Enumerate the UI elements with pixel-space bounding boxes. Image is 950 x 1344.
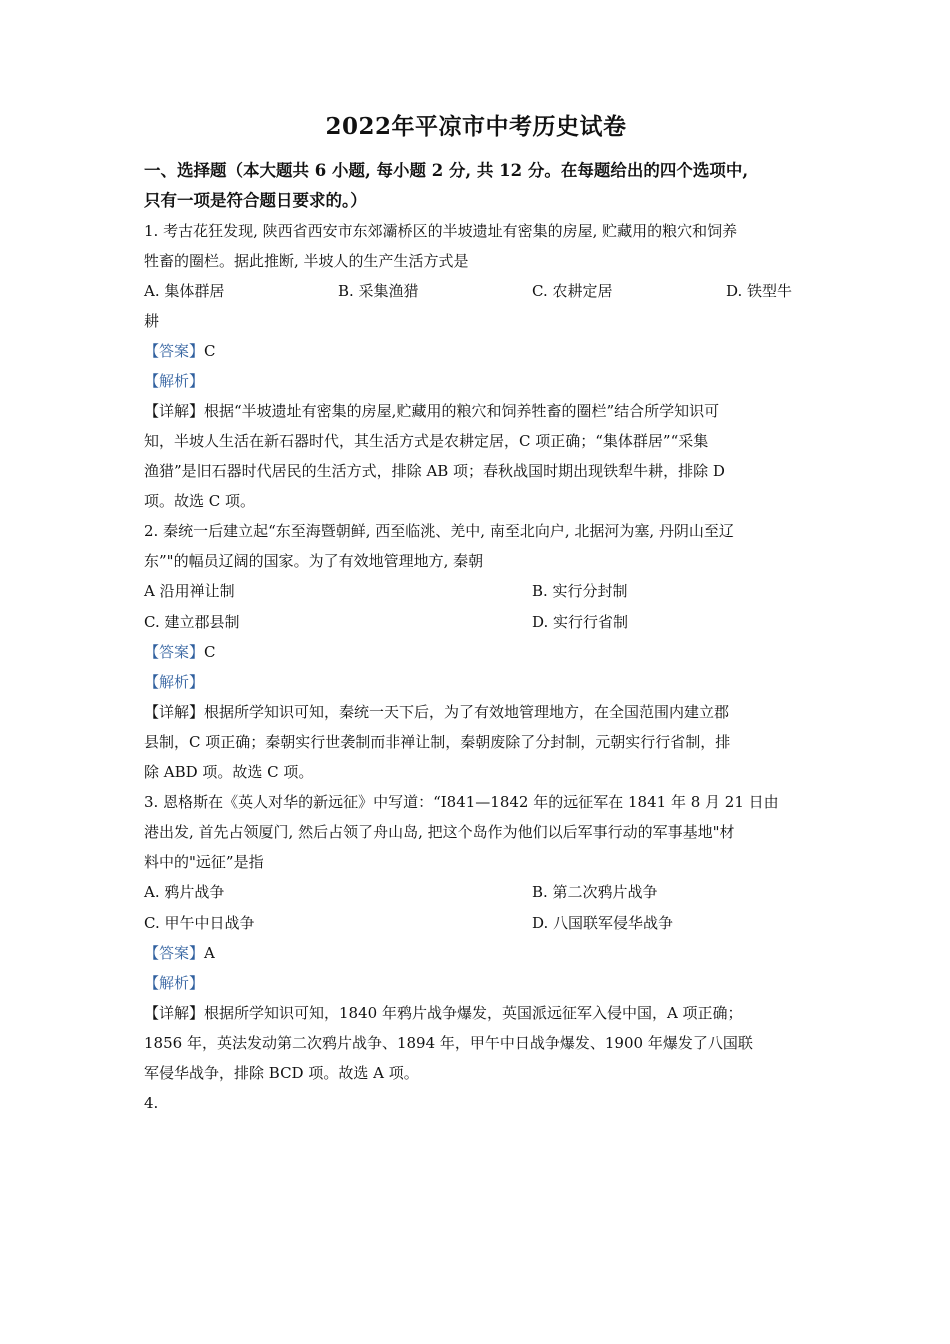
detail-line <box>144 998 808 1028</box>
answer-line <box>144 336 808 366</box>
analysis-line <box>144 968 808 998</box>
analysis-line <box>144 366 808 396</box>
answer-label: 【答案】 <box>144 643 205 661</box>
option-a: A. 集体群居 <box>144 282 225 300</box>
answer-value: C <box>204 342 216 360</box>
options-row <box>144 908 808 939</box>
detail-line: 项。故选 C 项。 <box>144 492 256 510</box>
option-a: A 沿用禅让制 <box>144 582 235 600</box>
detail-line: 知，半坡人生活在新石器时代，其生活方式是农耕定居，C 项正确；“集体群居”“采集 <box>144 432 709 450</box>
option-b: B. 实行分封制 <box>532 582 628 600</box>
question-4 <box>144 1088 808 1118</box>
detail-label: 【详解】 <box>144 1004 205 1022</box>
options-row <box>144 576 808 607</box>
answer-value: A <box>204 944 215 962</box>
option-b: B. 采集渔猎 <box>338 282 419 300</box>
question-3 <box>144 787 808 1088</box>
detail-text: 根据所学知识可知，秦统一天下后，为了有效地管理地方，在全国范围内建立郡 <box>204 703 730 721</box>
detail-label: 【详解】 <box>144 703 205 721</box>
answer-label: 【答案】 <box>144 944 205 962</box>
question-stem-line: 2. 秦统一后建立起“东至海暨朝鲜, 西至临洮、羌中, 南至北向户, 北据河为塞, 丹阴山至辽 <box>144 522 734 540</box>
analysis-line <box>144 667 808 697</box>
options-row <box>144 607 808 638</box>
detail-line: 除 ABD 项。故选 C 项。 <box>144 763 314 781</box>
detail-text: 根据“半坡遗址有密集的房屋,贮藏用的粮穴和饲养牲畜的圈栏”结合所学知识可 <box>204 402 720 420</box>
analysis-label: 【解析】 <box>144 673 205 691</box>
detail-line: 县制，C 项正确；秦朝实行世袭制而非禅让制，秦朝废除了分封制，元朝实行行省制，排 <box>144 733 731 751</box>
detail-line <box>144 697 808 727</box>
section-heading: 一、选择题（本大题共 6 小题, 每小题 2 分, 共 12 分。在每题给出的四个选项中, <box>144 161 749 180</box>
question-stem-line: 3. 恩格斯在《英人对华的新远征》中写道：“I841—1842 年的远征军在 1841 年 8 月 21 日由 <box>144 793 779 811</box>
answer-line <box>144 938 808 968</box>
detail-line: 军侵华战争，排除 BCD 项。故选 A 项。 <box>144 1064 419 1082</box>
option-a: A. 鸦片战争 <box>144 883 225 901</box>
analysis-label: 【解析】 <box>144 372 205 390</box>
answer-value: C <box>204 643 216 661</box>
option-d-wrap: 耕 <box>144 312 160 330</box>
option-c: C. 甲午中日战争 <box>144 913 255 932</box>
detail-line: 1856 年，英法发动第二次鸦片战争、1894 年，甲午中日战争爆发、1900 年爆发了八国联 <box>144 1034 753 1052</box>
detail-label: 【详解】 <box>144 402 205 420</box>
option-c: C. 农耕定居 <box>532 282 613 300</box>
question-1 <box>144 216 808 516</box>
question-stem-line: 料中的"远征”是指 <box>144 853 264 871</box>
option-d: D. 实行行省制 <box>532 612 629 631</box>
options-row <box>144 877 808 908</box>
option-d: D. 铁型牛 <box>726 282 793 300</box>
page-title: 2022年平凉市中考历史试卷 <box>325 113 627 140</box>
answer-label: 【答案】 <box>144 342 205 360</box>
option-c: C. 建立郡县制 <box>144 612 240 631</box>
question-stem-line: 牲畜的圈栏。据此推断, 半坡人的生产生活方式是 <box>144 252 469 270</box>
section-heading-continued: 只有一项是符合题日要求的。） <box>144 191 367 210</box>
detail-line: 渔猎”是旧石器时代居民的生活方式，排除 AB 项；春秋战国时期出现铁犁牛耕，排除 D <box>144 462 725 480</box>
question-stem-line: 1. 考古花狂发现, 陕西省西安市东郊灞桥区的半坡遗址有密集的房屋, 贮藏用的粮穴和饲养 <box>144 222 738 240</box>
analysis-label: 【解析】 <box>144 974 205 992</box>
question-stem-line: 东”"的幅员辽阔的国家。为了有效地管理地方, 秦朝 <box>144 552 484 570</box>
options-row <box>144 276 808 306</box>
option-d: D. 八国联军侵华战争 <box>532 913 674 932</box>
question-stem-line: 港出发, 首先占领厦门, 然后占领了舟山岛, 把这个岛作为他们以后军事行动的军事基地"材 <box>144 823 735 841</box>
answer-line <box>144 637 808 667</box>
option-b: B. 第二次鸦片战争 <box>532 883 658 901</box>
detail-text: 根据所学知识可知，1840 年鸦片战争爆发，英国派远征军入侵中国，A 项正确； <box>204 1004 743 1022</box>
detail-line <box>144 396 808 426</box>
question-2 <box>144 516 808 787</box>
document-page <box>144 112 808 1118</box>
question-stem-line: 4. <box>144 1094 159 1112</box>
